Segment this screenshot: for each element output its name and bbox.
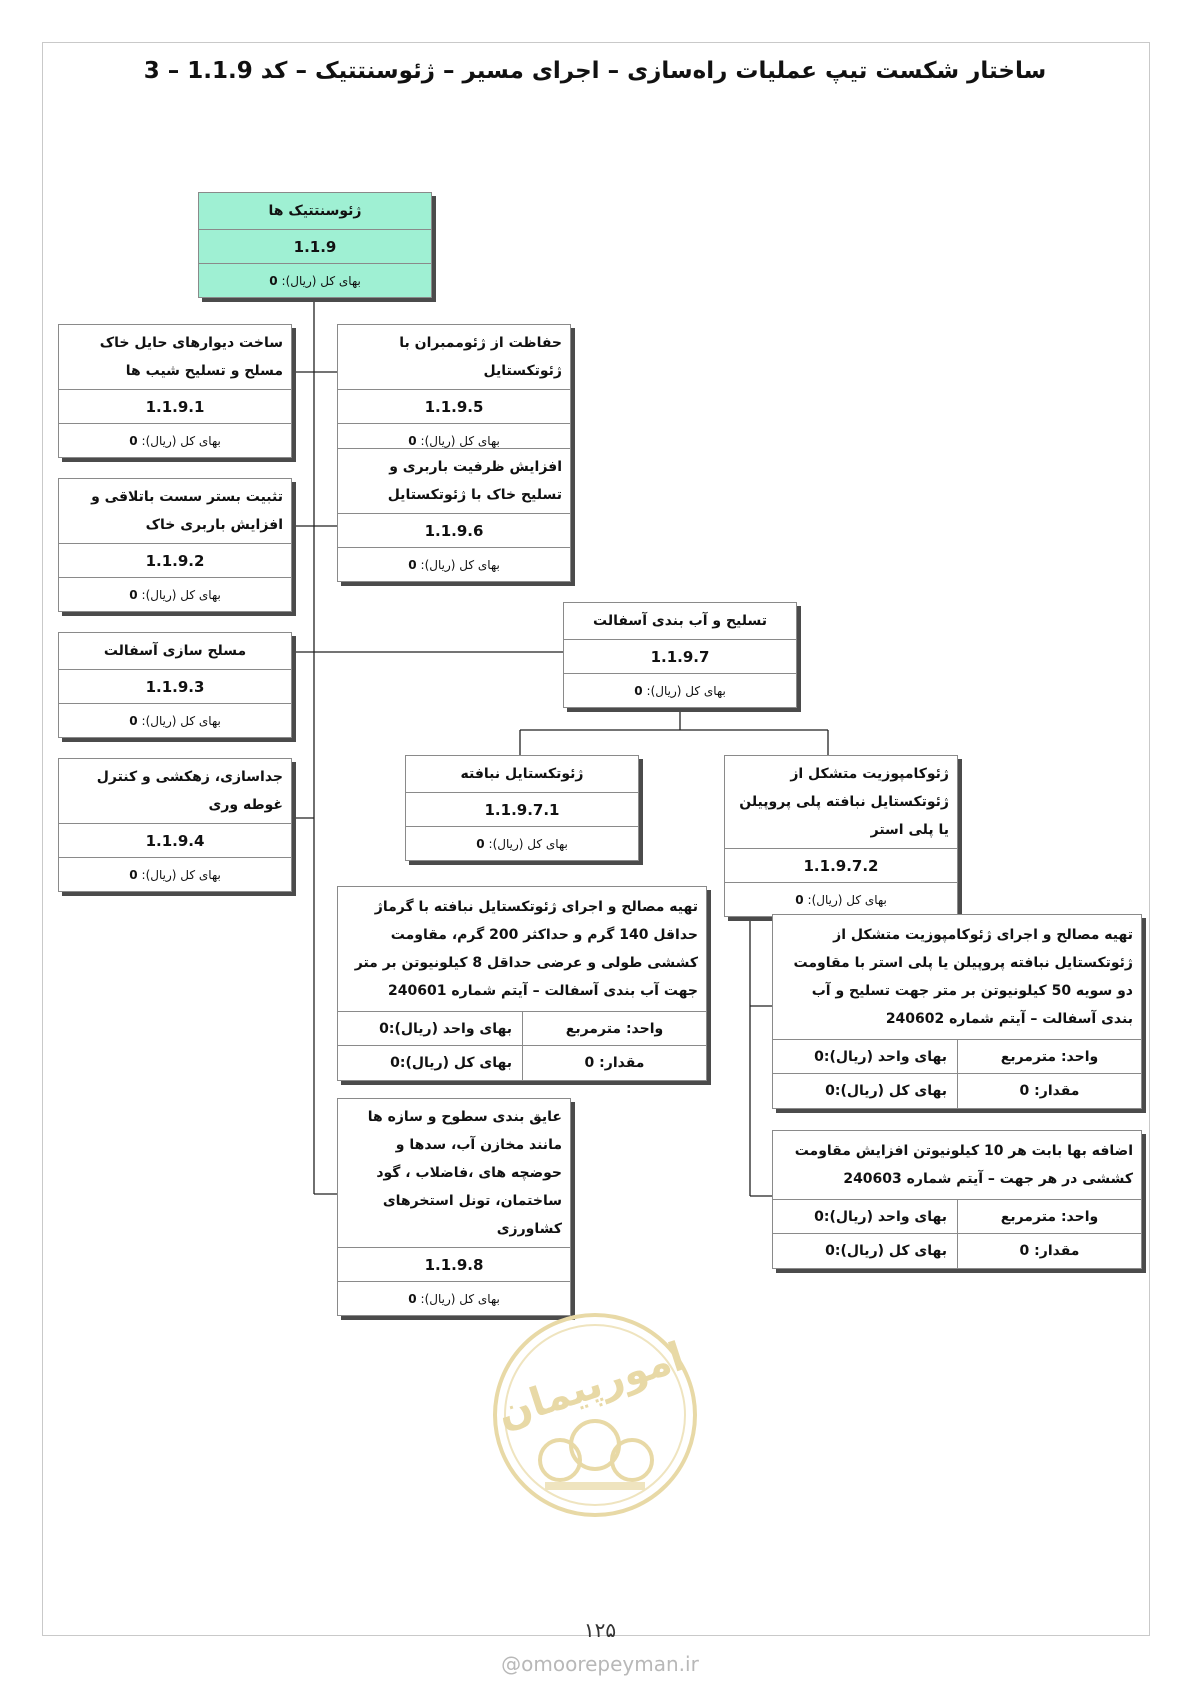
wbs-node-1-1-9-7-2 [724,755,958,917]
node-cost: بهای کل (ریال): 0 [338,1281,570,1315]
node-cost: بهای کل (ریال): 0 [59,703,291,737]
item-unit-price: بهای واحد (ریال):0 [773,1200,957,1234]
item-description: اضافه بها بابت هر 10 کیلونیوتن افزایش مقاومت کششی در هر جهت – آیتم شماره 240603 [794,1143,1133,1187]
node-cost: بهای کل (ریال): 0 [338,423,570,457]
item-unit: واحد: مترمربع [957,1200,1141,1234]
node-name: ژئوتکستایل نبافته [460,766,584,782]
node-cost: بهای کل (ریال): 0 [199,263,431,297]
item-240601 [337,886,707,1081]
item-quantity: مقدار: 0 [957,1234,1141,1268]
wbs-node-1-1-9-6 [337,448,571,582]
watermark: @omoorepeyman.ir [501,1652,699,1676]
node-cost: بهای کل (ریال): 0 [59,857,291,891]
node-name: عایق بندی سطوح و سازه ها مانند مخازن آب، سدها و حوضچه های ،فاضلاب ، گود ساختمان، تونل استخرهای کشاورزی [367,1109,562,1237]
node-name: تثبیت بستر سست باتلاقی و افزایش باربری خاک [91,489,283,533]
node-cost: بهای کل (ریال): 0 [725,882,957,916]
item-values [773,1199,1141,1268]
node-code: 1.1.9.2 [59,543,291,577]
wbs-node-1-1-9-7-1 [405,755,639,861]
node-name: ژئوسنتتیک ها [268,203,362,219]
node-name: مسلح سازی آسفالت [103,643,247,659]
node-name: جداسازی، زهکشی و کنترل غوطه وری [96,769,283,813]
wbs-node-1-1-9-5 [337,324,571,458]
wbs-node-1-1-9-8 [337,1098,571,1316]
node-code: 1.1.9.6 [338,513,570,547]
item-240603 [772,1130,1142,1269]
wbs-node-1-1-9-1 [58,324,292,458]
node-name: افزایش ظرفیت باربری و تسلیح خاک با ژئوتکستایل [387,459,562,503]
node-cost: بهای کل (ریال): 0 [338,547,570,581]
node-code: 1.1.9.8 [338,1247,570,1281]
node-cost: بهای کل (ریال): 0 [406,826,638,860]
node-name: ساخت دیوارهای حایل خاک مسلح و تسلیح شیب ها [99,335,283,379]
omoor-peyman-logo-icon [490,1310,700,1520]
item-240602 [772,914,1142,1109]
item-values [338,1011,706,1080]
item-unit: واحد: مترمربع [522,1012,706,1046]
wbs-node-1-1-9-3 [58,632,292,738]
item-quantity: مقدار: 0 [522,1046,706,1080]
node-cost: بهای کل (ریال): 0 [59,577,291,611]
item-total: بهای کل (ریال):0 [825,1083,947,1099]
node-code: 1.1.9.7.2 [725,848,957,882]
page-number: ۱۲۵ [583,1618,617,1642]
item-total: بهای کل (ریال):0 [825,1243,947,1259]
node-code: 1.1.9.4 [59,823,291,857]
item-description: تهیه مصالح و اجرای ژئوتکستایل نبافته با گرماژ حداقل 140 گرم و حداکثر 200 گرم، مقاومت کششی طولی و عرضی حداقل 8 کیلونیوتن بر متر جهت آب بندی آسفالت – آیتم شماره 240601 [354,899,698,999]
node-code: 1.1.9.5 [338,389,570,423]
node-code: 1.1.9.3 [59,669,291,703]
wbs-node-1-1-9-7 [563,602,797,708]
page-title: ساختار شکست تیپ عملیات راه‌سازی – اجرای مسیر – ژئوسنتتیک – کد 1.1.9 – 3 [143,58,1047,84]
wbs-node-1-1-9-2 [58,478,292,612]
item-unit-price: بهای واحد (ریال):0 [773,1040,957,1074]
item-values [773,1039,1141,1108]
node-code: 1.1.9.7 [564,639,796,673]
node-code: 1.1.9 [199,229,431,263]
node-cost: بهای کل (ریال): 0 [564,673,796,707]
node-cost: بهای کل (ریال): 0 [59,423,291,457]
node-name: تسلیح و آب بندی آسفالت [593,613,767,629]
wbs-node-root [198,192,432,298]
node-code: 1.1.9.7.1 [406,792,638,826]
item-quantity: مقدار: 0 [957,1074,1141,1108]
logo-text: امورپیمان [491,1333,691,1438]
node-name: حفاظت از ژئوممبران با ژئوتکستایل [399,335,562,379]
item-description: تهیه مصالح و اجرای ژئوکامپوزیت متشکل از ژئوتکستایل نبافته پروپیلن یا پلی استر با مقاومت دو سویه 50 کیلونیوتن بر متر جهت تسلیح و آب بندی آسفالت – آیتم شماره 240602 [793,927,1133,1027]
node-name: ژئوکامپوزیت متشکل از ژئوتکستایل نبافته پلی پروپیلن یا پلی استر [739,766,949,838]
wbs-node-1-1-9-4 [58,758,292,892]
item-unit-price: بهای واحد (ریال):0 [338,1012,522,1046]
item-unit: واحد: مترمربع [957,1040,1141,1074]
node-code: 1.1.9.1 [59,389,291,423]
item-total: بهای کل (ریال):0 [390,1055,512,1071]
